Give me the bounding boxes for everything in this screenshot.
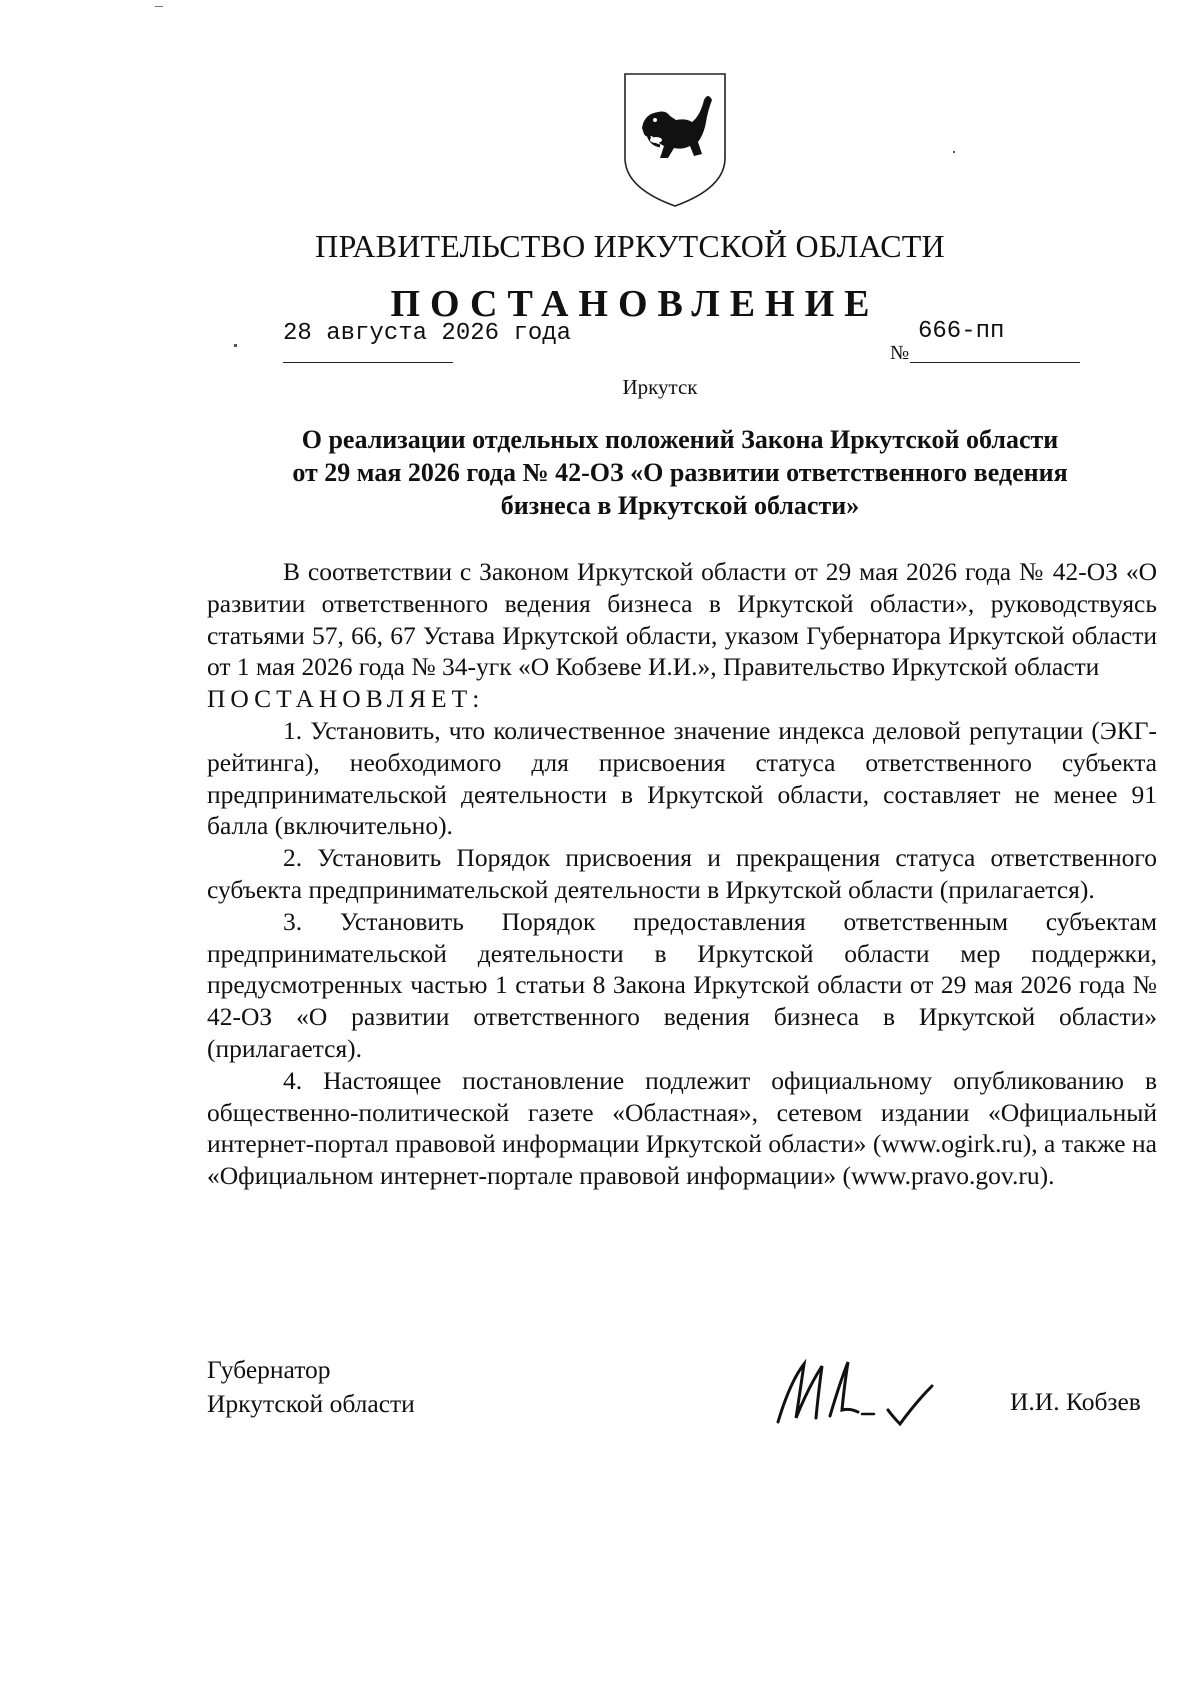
number-underline — [910, 362, 1080, 363]
position-line: Губернатор — [207, 1355, 331, 1384]
document-type-heading: ПОСТАНОВЛЕНИЕ — [390, 283, 880, 325]
document-date: 28 августа 2026 года — [283, 320, 572, 347]
position-line: Иркутской области — [207, 1389, 415, 1418]
signatory-name: И.И. Кобзев — [1010, 1387, 1141, 1416]
coat-of-arms-emblem — [620, 70, 730, 210]
signatory-position — [207, 1353, 415, 1421]
city: Иркутск — [622, 375, 698, 399]
document-title — [240, 423, 1120, 522]
handwritten-signature — [770, 1352, 950, 1432]
scan-speck — [155, 6, 163, 7]
title-line: бизнеса в Иркутской области» — [500, 491, 860, 520]
item-paragraph-2: 2. Установить Порядок присвоения и прекращения статуса ответственного субъекта предпринимательской деятельности в Иркутской области (прилагается). — [207, 843, 1157, 904]
item-paragraph-4: 4. Настоящее постановление подлежит официальному опубликованию в общественно-политической газете «Областная», сетевом издании «Официальный интернет-портал правовой информации Иркутской области» (www.ogirk.ru), а также на «Официальном интернет-портале правовой информации» (www.pravo.gov.ru). — [207, 1065, 1157, 1191]
scan-speck — [953, 151, 955, 153]
title-line: от 29 мая 2026 года № 42-ОЗ «О развитии ответственного ведения — [292, 458, 1068, 487]
decree-word: ПОСТАНОВЛЯЕТ: — [207, 684, 485, 714]
number-label: № — [890, 342, 910, 364]
item-paragraph-3: 3. Установить Порядок предоставления ответственным субъектам предпринимательской деятельности в Иркутской области мер поддержки, предусмотренных частью 1 статьи 8 Закона Иркутской области от 29 мая 2026 года № 42-ОЗ «О развитии ответственного ведения бизнеса в Иркутской области» (прилагается). — [207, 906, 1157, 1063]
preamble-paragraph: В соответствии с Законом Иркутской области от 29 мая 2026 года № 42-ОЗ «О развитии ответственного ведения бизнеса в Иркутской области», руководствуясь статьями 57, 66, 67 Устава Иркутской области, указом Губернатора Иркутской области от 1 мая 2026 года № 34-угк «О Кобзеве И.И.», Правительство Иркутской области — [207, 557, 1157, 682]
scan-speck — [234, 344, 237, 347]
document-number: 666-пп — [918, 318, 1005, 345]
government-name: ПРАВИТЕЛЬСТВО ИРКУТСКОЙ ОБЛАСТИ — [315, 228, 945, 264]
title-line: О реализации отдельных положений Закона Иркутской области — [301, 425, 1059, 454]
document-body — [207, 556, 1157, 1192]
item-paragraph-1: 1. Установить, что количественное значение индекса деловой репутации (ЭКГ-рейтинга), необходимого для присвоения статуса ответственного субъекта предпринимательской деятельности в Иркутской области, составляет не менее 91 балла (включительно). — [207, 715, 1157, 841]
date-underline — [283, 362, 453, 363]
